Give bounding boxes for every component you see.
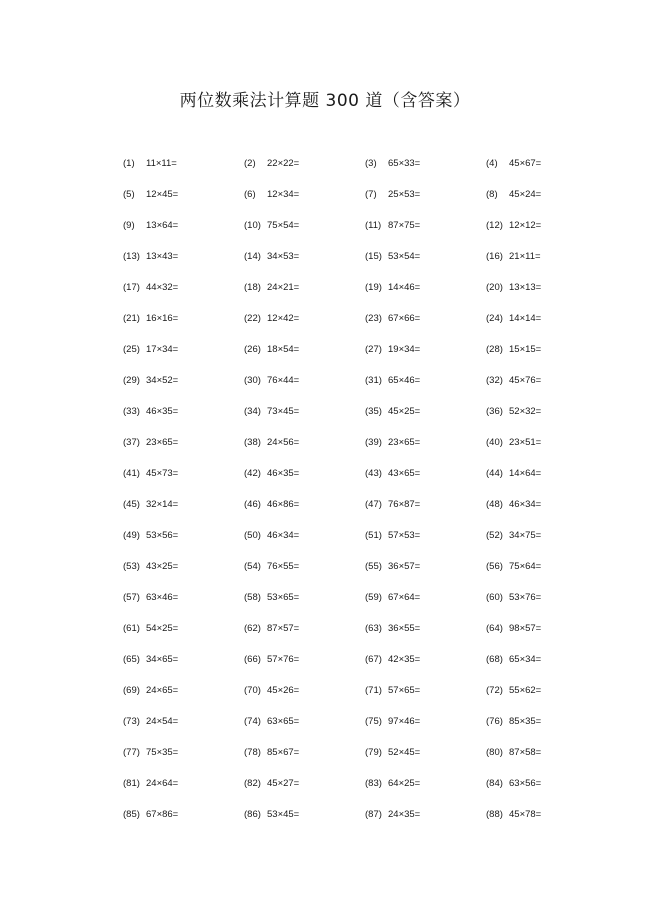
problem-item xyxy=(486,715,583,746)
problem-item xyxy=(244,529,365,560)
problem-number: (81) xyxy=(123,778,140,789)
problem-expression: 76×55= xyxy=(267,561,300,572)
problem-item xyxy=(365,808,486,839)
problem-item xyxy=(365,188,486,219)
problem-number: (13) xyxy=(123,251,140,262)
problem-expression: 44×32= xyxy=(146,282,179,293)
problem-number: (16) xyxy=(486,251,503,262)
problem-item xyxy=(244,746,365,777)
problem-item xyxy=(123,498,244,529)
problem-expression: 15×15= xyxy=(509,344,542,355)
problem-item xyxy=(244,560,365,591)
problem-item xyxy=(123,250,244,281)
problem-item xyxy=(486,157,583,188)
problem-number: (43) xyxy=(365,468,382,479)
problem-item xyxy=(123,219,244,250)
problem-item xyxy=(123,560,244,591)
problem-item xyxy=(123,591,244,622)
problem-item xyxy=(365,157,486,188)
problem-item xyxy=(123,405,244,436)
problem-item xyxy=(244,653,365,684)
problem-item xyxy=(365,777,486,808)
problem-number: (1) xyxy=(123,158,135,169)
problem-item xyxy=(244,188,365,219)
problem-item xyxy=(486,436,583,467)
problem-expression: 87×57= xyxy=(267,623,300,634)
problem-expression: 85×35= xyxy=(509,716,542,727)
problem-number: (54) xyxy=(244,561,261,572)
problem-expression: 57×76= xyxy=(267,654,300,665)
problem-item xyxy=(365,467,486,498)
problem-number: (65) xyxy=(123,654,140,665)
problem-expression: 36×57= xyxy=(388,561,421,572)
problem-number: (68) xyxy=(486,654,503,665)
problem-item xyxy=(365,529,486,560)
problem-number: (69) xyxy=(123,685,140,696)
problem-item xyxy=(365,374,486,405)
problem-number: (44) xyxy=(486,468,503,479)
problem-expression: 46×34= xyxy=(267,530,300,541)
problem-item xyxy=(244,622,365,653)
problem-expression: 46×35= xyxy=(146,406,179,417)
problem-number: (29) xyxy=(123,375,140,386)
problem-number: (37) xyxy=(123,437,140,448)
problem-expression: 36×55= xyxy=(388,623,421,634)
problem-expression: 64×25= xyxy=(388,778,421,789)
problem-expression: 24×64= xyxy=(146,778,179,789)
problem-number: (28) xyxy=(486,344,503,355)
problem-number: (7) xyxy=(365,189,377,200)
problem-number: (6) xyxy=(244,189,256,200)
problem-expression: 12×34= xyxy=(267,189,300,200)
problem-item xyxy=(486,684,583,715)
problem-item xyxy=(244,312,365,343)
problem-item xyxy=(123,746,244,777)
problem-number: (58) xyxy=(244,592,261,603)
problem-item xyxy=(123,529,244,560)
problem-number: (84) xyxy=(486,778,503,789)
problem-expression: 53×56= xyxy=(146,530,179,541)
problem-grid xyxy=(123,157,583,839)
problem-expression: 14×14= xyxy=(509,313,542,324)
problem-item xyxy=(244,467,365,498)
problem-expression: 57×65= xyxy=(388,685,421,696)
problem-item xyxy=(486,374,583,405)
problem-expression: 34×52= xyxy=(146,375,179,386)
problem-number: (53) xyxy=(123,561,140,572)
problem-number: (67) xyxy=(365,654,382,665)
problem-item xyxy=(244,777,365,808)
problem-number: (26) xyxy=(244,344,261,355)
problem-item xyxy=(486,312,583,343)
problem-item xyxy=(486,746,583,777)
problem-expression: 13×64= xyxy=(146,220,179,231)
problem-expression: 63×56= xyxy=(509,778,542,789)
problem-expression: 22×22= xyxy=(267,158,300,169)
problem-number: (35) xyxy=(365,406,382,417)
problem-number: (88) xyxy=(486,809,503,820)
problem-expression: 34×75= xyxy=(509,530,542,541)
problem-item xyxy=(486,467,583,498)
problem-item xyxy=(123,188,244,219)
problem-expression: 21×11= xyxy=(509,251,541,262)
problem-expression: 53×65= xyxy=(267,592,300,603)
problem-number: (75) xyxy=(365,716,382,727)
problem-expression: 12×45= xyxy=(146,189,179,200)
problem-expression: 17×34= xyxy=(146,344,179,355)
problem-number: (33) xyxy=(123,406,140,417)
problem-number: (30) xyxy=(244,375,261,386)
problem-expression: 53×76= xyxy=(509,592,542,603)
problem-item xyxy=(123,715,244,746)
problem-expression: 52×45= xyxy=(388,747,421,758)
problem-expression: 45×24= xyxy=(509,189,542,200)
problem-item xyxy=(365,405,486,436)
problem-item xyxy=(365,560,486,591)
problem-expression: 63×65= xyxy=(267,716,300,727)
problem-item xyxy=(365,436,486,467)
problem-item xyxy=(244,405,365,436)
problem-item xyxy=(244,157,365,188)
problem-number: (63) xyxy=(365,623,382,634)
problem-item xyxy=(486,622,583,653)
problem-item xyxy=(244,250,365,281)
problem-expression: 24×35= xyxy=(388,809,421,820)
problem-number: (14) xyxy=(244,251,261,262)
problem-number: (47) xyxy=(365,499,382,510)
problem-item xyxy=(365,653,486,684)
problem-item xyxy=(365,622,486,653)
problem-number: (15) xyxy=(365,251,382,262)
problem-item xyxy=(123,777,244,808)
problem-number: (70) xyxy=(244,685,261,696)
problem-item xyxy=(123,684,244,715)
problem-number: (71) xyxy=(365,685,382,696)
problem-number: (82) xyxy=(244,778,261,789)
problem-item xyxy=(123,374,244,405)
problem-expression: 43×65= xyxy=(388,468,421,479)
problem-item xyxy=(244,374,365,405)
problem-number: (20) xyxy=(486,282,503,293)
problem-item xyxy=(244,281,365,312)
problem-item xyxy=(244,498,365,529)
problem-item xyxy=(365,343,486,374)
problem-number: (42) xyxy=(244,468,261,479)
problem-expression: 73×45= xyxy=(267,406,300,417)
problem-expression: 87×58= xyxy=(509,747,542,758)
problem-item xyxy=(365,250,486,281)
problem-expression: 24×65= xyxy=(146,685,179,696)
problem-expression: 13×43= xyxy=(146,251,179,262)
problem-expression: 25×53= xyxy=(388,189,421,200)
problem-expression: 87×75= xyxy=(388,220,421,231)
problem-expression: 65×33= xyxy=(388,158,421,169)
problem-number: (19) xyxy=(365,282,382,293)
problem-expression: 67×64= xyxy=(388,592,421,603)
problem-expression: 65×34= xyxy=(509,654,542,665)
problem-number: (12) xyxy=(486,220,503,231)
problem-number: (8) xyxy=(486,189,498,200)
problem-item xyxy=(486,777,583,808)
problem-expression: 42×35= xyxy=(388,654,421,665)
problem-number: (66) xyxy=(244,654,261,665)
problem-item xyxy=(123,281,244,312)
problem-expression: 46×35= xyxy=(267,468,300,479)
problem-expression: 67×66= xyxy=(388,313,421,324)
problem-number: (17) xyxy=(123,282,140,293)
problem-expression: 46×34= xyxy=(509,499,542,510)
problem-number: (3) xyxy=(365,158,377,169)
problem-item xyxy=(123,436,244,467)
problem-number: (61) xyxy=(123,623,140,634)
problem-number: (10) xyxy=(244,220,261,231)
problem-expression: 24×21= xyxy=(267,282,300,293)
problem-expression: 13×13= xyxy=(509,282,542,293)
problem-number: (38) xyxy=(244,437,261,448)
problem-item xyxy=(365,684,486,715)
problem-number: (24) xyxy=(486,313,503,324)
problem-item xyxy=(123,343,244,374)
problem-item xyxy=(486,653,583,684)
problem-expression: 23×51= xyxy=(509,437,542,448)
problem-expression: 76×87= xyxy=(388,499,421,510)
problem-number: (9) xyxy=(123,220,135,231)
problem-item xyxy=(365,312,486,343)
problem-expression: 32×14= xyxy=(146,499,179,510)
problem-item xyxy=(244,591,365,622)
problem-item xyxy=(486,560,583,591)
problem-expression: 46×86= xyxy=(267,499,300,510)
problem-number: (2) xyxy=(244,158,256,169)
problem-item xyxy=(244,343,365,374)
problem-number: (5) xyxy=(123,189,135,200)
problem-expression: 24×54= xyxy=(146,716,179,727)
problem-number: (18) xyxy=(244,282,261,293)
problem-item xyxy=(244,219,365,250)
problem-expression: 75×35= xyxy=(146,747,179,758)
problem-expression: 43×25= xyxy=(146,561,179,572)
problem-item xyxy=(123,467,244,498)
problem-number: (25) xyxy=(123,344,140,355)
problem-expression: 75×54= xyxy=(267,220,300,231)
problem-number: (60) xyxy=(486,592,503,603)
problem-item xyxy=(486,808,583,839)
problem-number: (46) xyxy=(244,499,261,510)
problem-item xyxy=(123,622,244,653)
problem-number: (64) xyxy=(486,623,503,634)
problem-number: (49) xyxy=(123,530,140,541)
problem-item xyxy=(123,808,244,839)
problem-item xyxy=(365,746,486,777)
problem-number: (56) xyxy=(486,561,503,572)
problem-number: (40) xyxy=(486,437,503,448)
problem-item xyxy=(486,591,583,622)
problem-item xyxy=(123,653,244,684)
problem-item xyxy=(244,436,365,467)
problem-number: (39) xyxy=(365,437,382,448)
problem-expression: 57×53= xyxy=(388,530,421,541)
problem-expression: 23×65= xyxy=(146,437,179,448)
problem-expression: 63×46= xyxy=(146,592,179,603)
problem-number: (78) xyxy=(244,747,261,758)
problem-expression: 45×78= xyxy=(509,809,542,820)
problem-number: (57) xyxy=(123,592,140,603)
problem-expression: 97×46= xyxy=(388,716,421,727)
problem-item xyxy=(486,343,583,374)
problem-expression: 45×67= xyxy=(509,158,542,169)
problem-number: (72) xyxy=(486,685,503,696)
problem-expression: 45×25= xyxy=(388,406,421,417)
problem-number: (21) xyxy=(123,313,140,324)
page-title: 两位数乘法计算题 300 道（含答案） xyxy=(179,91,471,111)
problem-item xyxy=(244,808,365,839)
problem-number: (11) xyxy=(365,220,382,231)
problem-expression: 45×27= xyxy=(267,778,300,789)
problem-expression: 52×32= xyxy=(509,406,542,417)
problem-expression: 34×65= xyxy=(146,654,179,665)
problem-number: (74) xyxy=(244,716,261,727)
problem-expression: 45×73= xyxy=(146,468,179,479)
problem-item xyxy=(365,281,486,312)
problem-expression: 98×57= xyxy=(509,623,542,634)
problem-expression: 34×53= xyxy=(267,251,300,262)
problem-item xyxy=(486,250,583,281)
problem-item xyxy=(486,529,583,560)
problem-expression: 45×76= xyxy=(509,375,542,386)
problem-item xyxy=(486,188,583,219)
problem-item xyxy=(486,219,583,250)
problem-expression: 11×11= xyxy=(146,158,177,169)
problem-expression: 12×12= xyxy=(509,220,542,231)
problem-item xyxy=(244,684,365,715)
problem-item xyxy=(486,498,583,529)
problem-expression: 85×67= xyxy=(267,747,300,758)
problem-expression: 14×46= xyxy=(388,282,421,293)
problem-item xyxy=(123,312,244,343)
problem-number: (52) xyxy=(486,530,503,541)
problem-number: (41) xyxy=(123,468,140,479)
problem-number: (73) xyxy=(123,716,140,727)
problem-number: (85) xyxy=(123,809,140,820)
problem-number: (48) xyxy=(486,499,503,510)
problem-number: (50) xyxy=(244,530,261,541)
problem-item xyxy=(123,157,244,188)
problem-expression: 65×46= xyxy=(388,375,421,386)
problem-number: (80) xyxy=(486,747,503,758)
problem-number: (59) xyxy=(365,592,382,603)
problem-item xyxy=(244,715,365,746)
problem-expression: 16×16= xyxy=(146,313,179,324)
problem-expression: 53×54= xyxy=(388,251,421,262)
problem-expression: 76×44= xyxy=(267,375,300,386)
problem-number: (22) xyxy=(244,313,261,324)
problem-number: (87) xyxy=(365,809,382,820)
problem-number: (79) xyxy=(365,747,382,758)
problem-expression: 75×64= xyxy=(509,561,542,572)
problem-number: (76) xyxy=(486,716,503,727)
problem-expression: 14×64= xyxy=(509,468,542,479)
problem-number: (77) xyxy=(123,747,140,758)
problem-item xyxy=(365,591,486,622)
problem-number: (55) xyxy=(365,561,382,572)
problem-expression: 24×56= xyxy=(267,437,300,448)
problem-expression: 45×26= xyxy=(267,685,300,696)
problem-number: (27) xyxy=(365,344,382,355)
problem-expression: 19×34= xyxy=(388,344,421,355)
problem-number: (36) xyxy=(486,406,503,417)
problem-number: (31) xyxy=(365,375,382,386)
problem-item xyxy=(365,219,486,250)
problem-number: (51) xyxy=(365,530,382,541)
problem-expression: 23×65= xyxy=(388,437,421,448)
problem-expression: 53×45= xyxy=(267,809,300,820)
problem-item xyxy=(486,281,583,312)
problem-expression: 54×25= xyxy=(146,623,179,634)
problem-number: (86) xyxy=(244,809,261,820)
problem-expression: 67×86= xyxy=(146,809,179,820)
problem-item xyxy=(365,715,486,746)
problem-number: (23) xyxy=(365,313,382,324)
problem-item xyxy=(486,405,583,436)
problem-expression: 18×54= xyxy=(267,344,300,355)
problem-expression: 55×62= xyxy=(509,685,542,696)
problem-number: (62) xyxy=(244,623,261,634)
problem-number: (45) xyxy=(123,499,140,510)
problem-number: (32) xyxy=(486,375,503,386)
problem-item xyxy=(365,498,486,529)
problem-number: (4) xyxy=(486,158,498,169)
problem-number: (83) xyxy=(365,778,382,789)
problem-expression: 12×42= xyxy=(267,313,300,324)
problem-number: (34) xyxy=(244,406,261,417)
